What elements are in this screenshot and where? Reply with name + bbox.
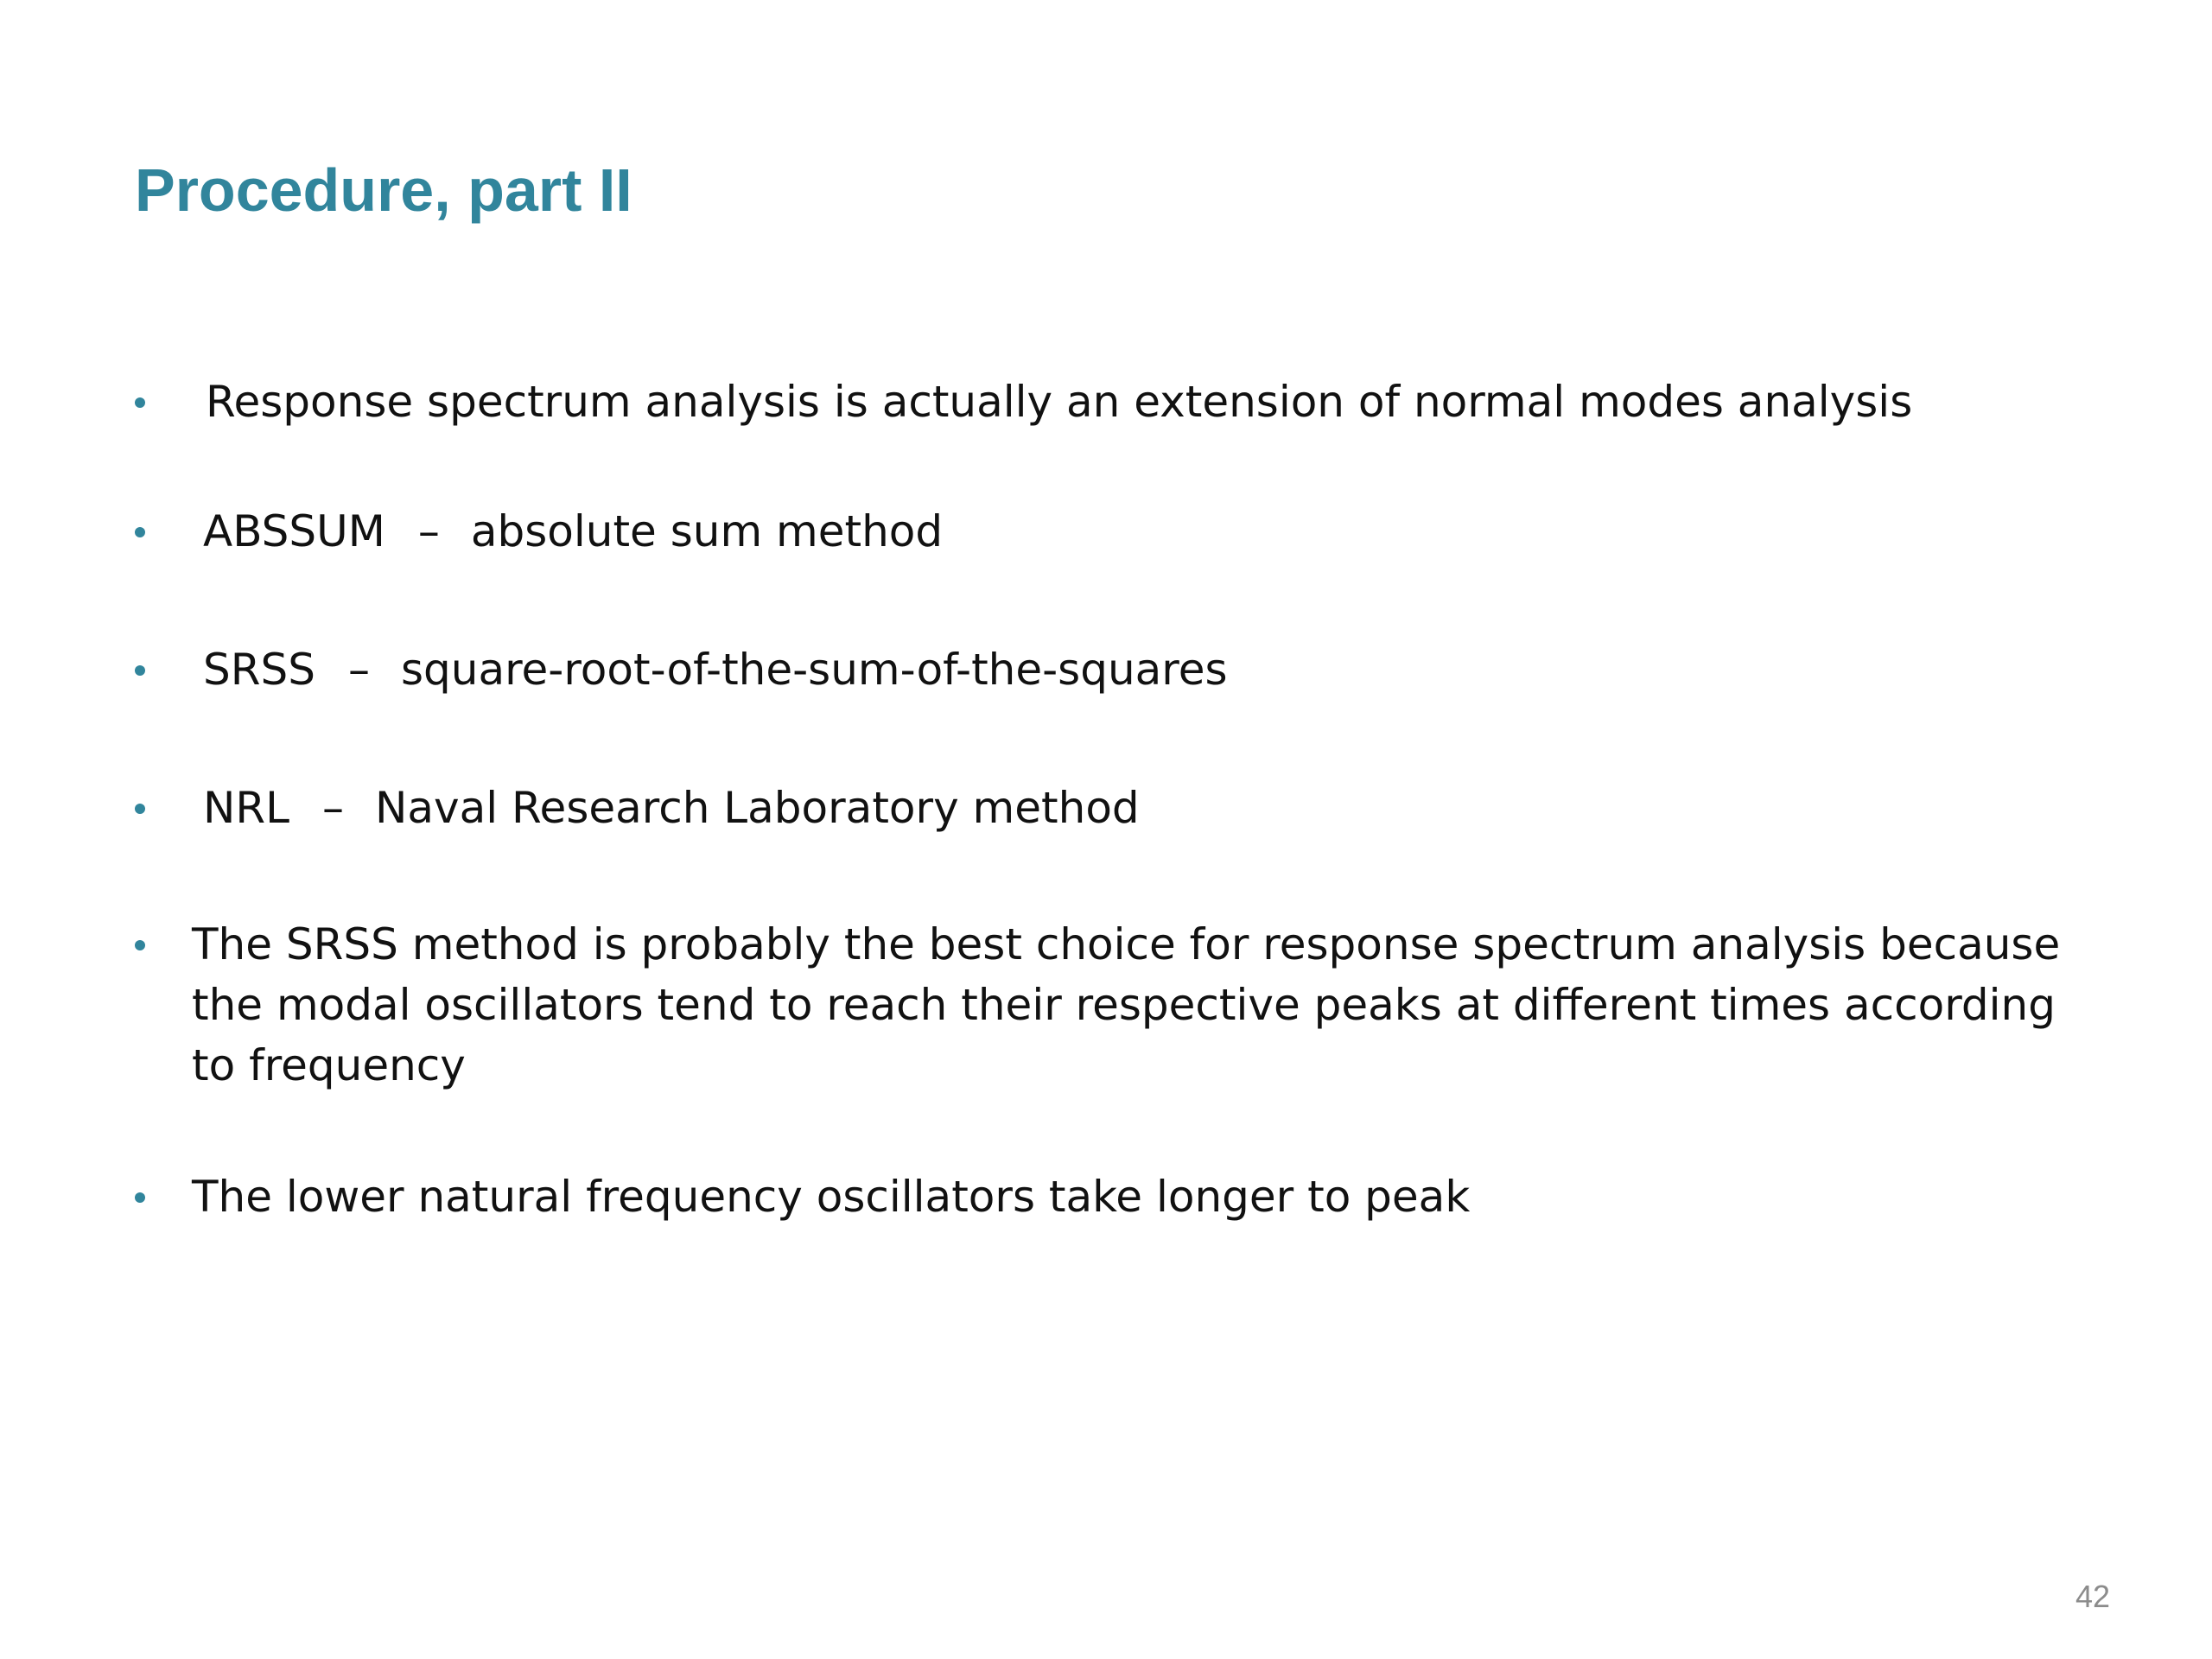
bullet-marker-icon [135, 1192, 145, 1203]
bullet-marker-icon [135, 665, 145, 676]
bullet-text: The lower natural frequency oscillators take longer to peak [192, 1172, 1471, 1222]
separator-dash: – [347, 645, 370, 695]
bullet-marker-icon [135, 397, 145, 408]
page-number: 42 [2075, 1579, 2110, 1614]
bullet-text: Response spectrum analysis is actually an extension of normal modes analysis [206, 377, 1913, 427]
bullet-marker-icon [135, 804, 145, 814]
separator-dash: – [322, 783, 344, 833]
method-name: ABSSUM [203, 506, 385, 556]
slide-title: Procedure, part II [135, 156, 632, 224]
method-definition [203, 778, 1140, 838]
method-name: NRL [203, 783, 289, 833]
bullet-text: The SRSS method is probably the best choice for response spectrum analysis because the modal oscillators tend to reach their respective peaks at different times according to frequency [192, 919, 2061, 1090]
separator-dash: – [417, 506, 440, 556]
method-name: SRSS [203, 645, 315, 695]
bullet-marker-icon [135, 940, 145, 950]
method-definition [203, 639, 1228, 700]
method-description: absolute sum method [470, 506, 944, 556]
bullet-marker-icon [135, 527, 145, 537]
method-description: square-root-of-the-sum-of-the-squares [400, 645, 1228, 695]
method-description: Naval Research Laboratory method [375, 783, 1140, 833]
method-definition [203, 501, 943, 562]
